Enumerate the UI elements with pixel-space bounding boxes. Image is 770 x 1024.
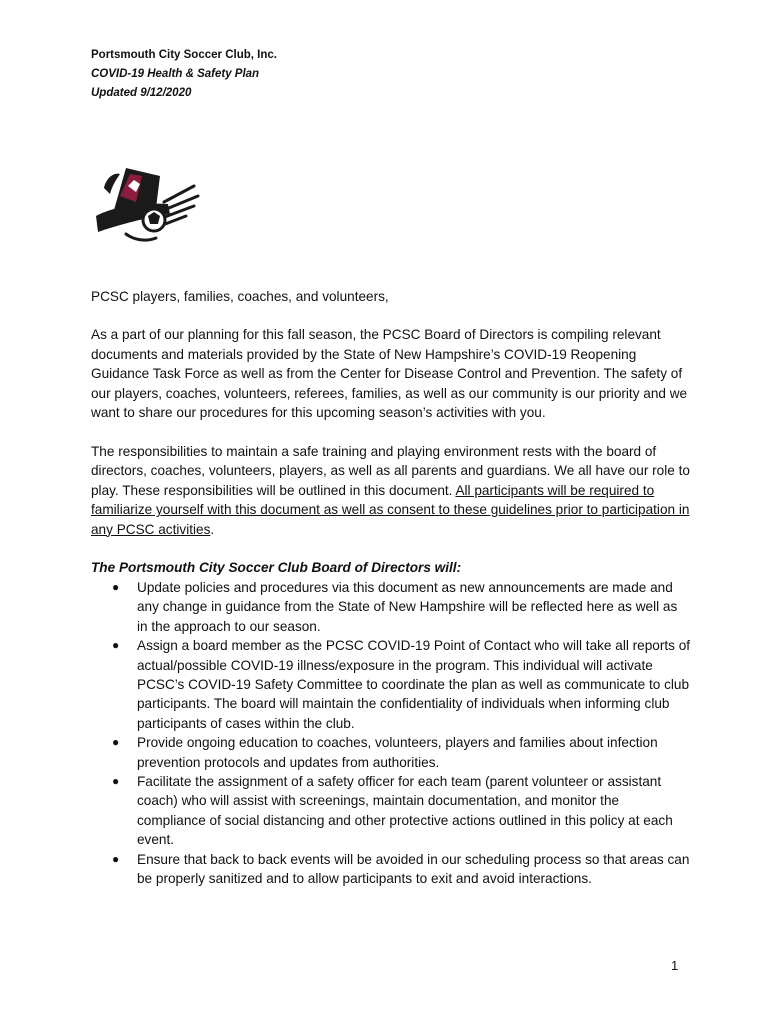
bullet-icon: ● [112, 735, 120, 750]
list-item [91, 578, 691, 636]
updated-date: Updated 9/12/2020 [91, 87, 192, 99]
list-item [91, 850, 691, 889]
responsibilities-end: . [210, 521, 215, 537]
organization-name: Portsmouth City Soccer Club, Inc. [91, 49, 277, 61]
document-header [91, 46, 277, 103]
list-item [91, 733, 691, 772]
pcsc-club-logo-icon [90, 158, 202, 250]
list-item-text: Update policies and procedures via this document as new announcements are made and any change in guidance from the State of New Hampshire will be reflected here as well as in the approach to our season. [137, 579, 678, 634]
list-item-text: Assign a board member as the PCSC COVID-19 Point of Contact who will take all reports of actual/possible COVID-19 illness/exposure in the program. This individual will activate PCSC’s COVID-19 Safety Committee to coordinate the plan as well as communicate to club participants. The board will maintain the confidentiality of individuals when informing club participants of cases within the club. [137, 638, 691, 731]
list-item-text: Ensure that back to back events will be avoided in our scheduling process so that areas can be properly sanitized and to allow participants to exit and avoid interactions. [137, 851, 690, 886]
responsibilities-paragraph [91, 442, 691, 539]
consent-requirement-text: All participants will be required to familiarize yourself with this document as well as consent to these guidelines prior to participation in any PCSC activities [91, 482, 690, 537]
bullet-icon: ● [112, 851, 120, 866]
bullet-icon: ● [112, 638, 120, 653]
bullet-icon: ● [112, 773, 120, 788]
page-number: 1 [671, 958, 679, 973]
list-item [91, 772, 691, 850]
board-duties-list [91, 578, 691, 889]
section-heading: The Portsmouth City Soccer Club Board of Directors will: [91, 560, 462, 576]
intro-paragraph: As a part of our planning for this fall season, the PCSC Board of Directors is compiling relevant documents and materials provided by the State of New Hampshire’s COVID-19 Reopening Guidance Task Force as well as from the Center for Disease Control and Prevention. The safety of our players, coaches, volunteers, referees, families, as well as our community is our priority and we want to share our procedures for this upcoming season’s activities with you. [91, 327, 688, 421]
salutation: PCSC players, families, coaches, and volunteers, [91, 289, 389, 304]
document-body [91, 287, 691, 888]
list-item-text: Facilitate the assignment of a safety officer for each team (parent volunteer or assistant coach) who will assist with screenings, maintain documentation, and monitor the compliance of social distancing and other protective actions outlined in this policy at each event. [137, 773, 673, 848]
list-item-text: Provide ongoing education to coaches, volunteers, players and families about infection prevention protocols and updates from authorities. [137, 735, 658, 770]
bullet-icon: ● [112, 579, 120, 594]
plan-title: COVID-19 Health & Safety Plan [91, 68, 260, 80]
responsibilities-text: The responsibilities to maintain a safe training and playing environment rests with the board of directors, coaches, volunteers, players, as well as all parents and guardians. We all have our role to play. These responsibilities will be outlined in this document. [91, 443, 690, 498]
list-item [91, 636, 691, 733]
